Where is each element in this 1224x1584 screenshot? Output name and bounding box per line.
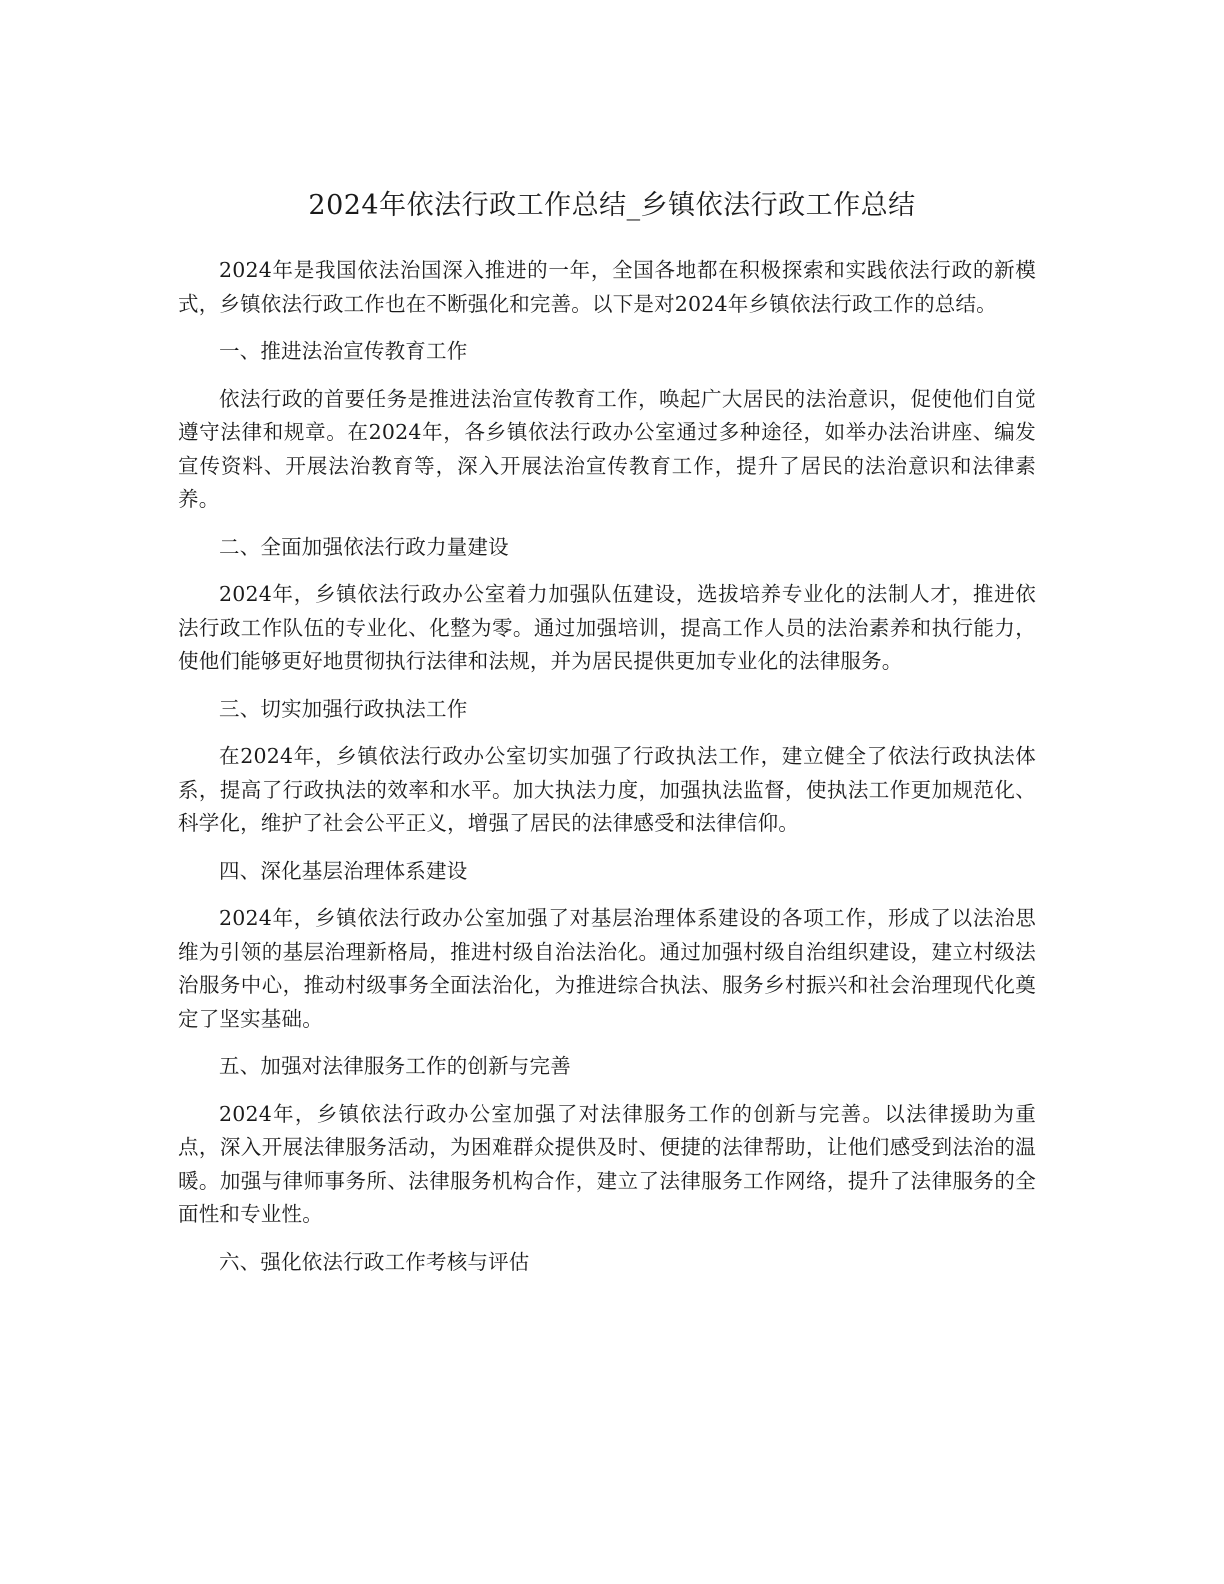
- section-heading-6: 六、强化依法行政工作考核与评估: [219, 1249, 530, 1274]
- document-body: [178, 254, 1036, 1293]
- intro-paragraph: 2024年是我国依法治国深入推进的一年，全国各地都在积极探索和实践依法行政的新模式，乡镇依法行政工作也在不断强化和完善。以下是对2024年乡镇依法行政工作的总结。: [178, 258, 1036, 316]
- section-heading-4: 四、深化基层治理体系建设: [219, 858, 468, 883]
- section-paragraph-5: 2024年，乡镇依法行政办公室加强了对法律服务工作的创新与完善。以法律援助为重点，深入开展法律服务活动，为困难群众提供及时、便捷的法律帮助，让他们感受到法治的温暖。加强与律师事务所、法律服务机构合作，建立了法律服务工作网络，提升了法律服务的全面性和专业性。: [178, 1101, 1036, 1226]
- section-heading-5: 五、加强对法律服务工作的创新与完善: [219, 1054, 571, 1078]
- section-paragraph-1: 依法行政的首要任务是推进法治宣传教育工作，唤起广大居民的法治意识，促使他们自觉遵守法律和规章。在2024年，各乡镇依法行政办公室通过多种途径，如举办法治讲座、编发宣传资料、开展法治教育等，深入开展法治宣传教育工作，提升了居民的法治意识和法律素养。: [178, 386, 1036, 511]
- section-heading-2: 二、全面加强依法行政力量建设: [219, 534, 509, 559]
- section-heading-3: 三、切实加强行政执法工作: [219, 696, 468, 721]
- section-paragraph-4: 2024年，乡镇依法行政办公室加强了对基层治理体系建设的各项工作，形成了以法治思维为引领的基层治理新格局，推进村级自治法治化。通过加强村级自治组织建设，建立村级法治服务中心，推动村级事务全面法治化，为推进综合执法、服务乡村振兴和社会治理现代化奠定了坚实基础。: [178, 906, 1036, 1031]
- section-paragraph-2: 2024年，乡镇依法行政办公室着力加强队伍建设，选拔培养专业化的法制人才，推进依法行政工作队伍的专业化、化整为零。通过加强培训，提高工作人员的法治素养和执行能力，使他们能够更好地贯彻执行法律和法规，并为居民提供更加专业化的法律服务。: [178, 582, 1036, 673]
- section-heading-1: 一、推进法治宣传教育工作: [219, 339, 468, 363]
- section-paragraph-3: 在2024年，乡镇依法行政办公室切实加强了行政执法工作，建立健全了依法行政执法体系，提高了行政执法的效率和水平。加大执法力度，加强执法监督，使执法工作更加规范化、科学化，维护了社会公平正义，增强了居民的法律感受和法律信仰。: [178, 744, 1036, 835]
- document-title: 2024年依法行政工作总结_乡镇依法行政工作总结: [308, 190, 916, 221]
